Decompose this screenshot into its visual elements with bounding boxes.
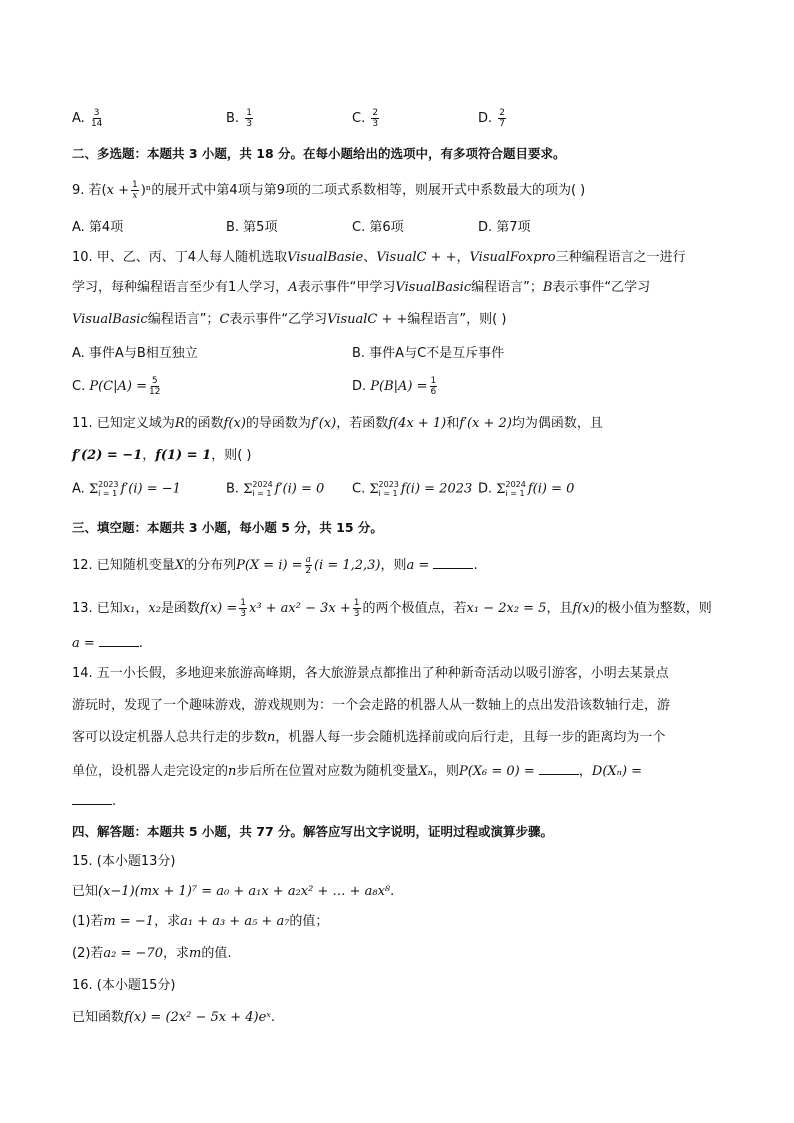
sigma-icon: Σ bbox=[369, 481, 379, 497]
q9-option-c: C. 第6项 bbox=[352, 220, 404, 235]
sigma-icon: Σ bbox=[243, 481, 253, 497]
question-14-line-1: 14. 五一小长假，多地迎来旅游高峰期，各大旅游景点都推出了种种新奇活动以吸引游客，小明去某景点 bbox=[72, 666, 669, 681]
q11-option-b: B. Σ 2024 i = 1 f′(i) = 0 bbox=[226, 480, 325, 498]
question-11-line-1: 11. 已知定义域为R的函数f(x)的导函数为f′(x)，若函数f(4x + 1)和f′(x + 2)均为偶函数，且 bbox=[72, 416, 603, 431]
question-10-line-1: 10. 甲、乙、丙、丁4人每人随机选取VisualBasie、VisualC + +，VisualFoxpro三种编程语言之一进行 bbox=[72, 250, 686, 265]
q10-option-c: C. P(C|A) = $\frac{5}{12}$ bbox=[72, 376, 161, 397]
q10-option-a: A. 事件A与B相互独立 bbox=[72, 346, 198, 361]
q10-option-b: B. 事件A与C不是互斥事件 bbox=[352, 346, 505, 361]
fraction: $\frac{1}{3}$ bbox=[353, 598, 360, 619]
question-14-line-3: 客可以设定机器人总共行走的步数n，机器人每一步会随机选择前或向后行走，且每一步的距离均为一个 bbox=[72, 730, 666, 745]
question-12: 12. 已知随机变量X的分布列P(X = i) = $\frac{a}{2}$ (i = 1,2,3)，则a = . bbox=[72, 555, 478, 576]
q9-option-b: B. 第5项 bbox=[226, 220, 278, 235]
q8-option-a: A. $\frac{3}{14}$ bbox=[72, 108, 103, 129]
fraction: $\frac{3}{14}$ bbox=[90, 108, 103, 129]
question-13-line-2: a = . bbox=[72, 632, 143, 654]
fraction: $\frac{5}{12}$ bbox=[148, 376, 161, 397]
fraction: $\frac{1}{3}$ bbox=[246, 108, 252, 129]
question-11-line-2: f′(2) = −1，f(1) = 1，则( ) bbox=[72, 448, 252, 463]
answer-blank bbox=[433, 554, 473, 569]
question-10-line-2: 学习，每种编程语言至少有1人学习，A表示事件“甲学习VisualBasic编程语言”；B表示事件“乙学习 bbox=[72, 280, 651, 295]
fraction: $\frac{1}{3}$ bbox=[240, 598, 246, 619]
q9-option-a: A. 第4项 bbox=[72, 220, 124, 235]
section-3-heading: 三、填空题：本题共 3 小题，每小题 5 分，共 15 分。 bbox=[72, 520, 383, 535]
q8-option-d: D. $\frac{2}{7}$ bbox=[478, 108, 506, 129]
question-14-line-4: 单位，设机器人走完设定的n步后所在位置对应数为随机变量Xₙ，则P(X₆ = 0) = ，D(Xₙ) = bbox=[72, 760, 642, 782]
question-15-title: 15. (本小题13分) bbox=[72, 854, 176, 869]
question-9: 9. 若(x + $\frac{1}{x}$ )ⁿ的展开式中第4项与第9项的二项式系数相等，则展开式中系数最大的项为( ) bbox=[72, 180, 586, 201]
q10-option-d: D. P(B|A) = $\frac{1}{6}$ bbox=[352, 376, 437, 397]
q9-option-d: D. 第7项 bbox=[478, 220, 531, 235]
answer-blank bbox=[539, 760, 579, 775]
question-15-part-2: (2)若a₂ = −70，求m的值. bbox=[72, 946, 232, 961]
question-14-line-2: 游玩时，发现了一个趣味游戏，游戏规则为：一个会走路的机器人从一数轴上的点出发沿该数轴行走，游 bbox=[72, 698, 671, 713]
q8-option-c: C. $\frac{2}{3}$ bbox=[352, 108, 379, 129]
q11-option-d: D. Σ 2024 i = 1 f(i) = 0 bbox=[478, 480, 575, 498]
question-16-title: 16. (本小题15分) bbox=[72, 978, 176, 993]
fraction: $\frac{a}{2}$ bbox=[305, 555, 312, 576]
fraction: $\frac{2}{3}$ bbox=[372, 108, 379, 129]
question-15-part-1: (1)若m = −1，求a₁ + a₃ + a₅ + a₇的值； bbox=[72, 914, 329, 929]
question-16-line-1: 已知函数f(x) = (2x² − 5x + 4)eˣ. bbox=[72, 1010, 276, 1025]
section-2-heading: 二、多选题：本题共 3 小题，共 18 分。在每小题给出的选项中，有多项符合题目要求。 bbox=[72, 146, 566, 161]
question-10-line-3: VisualBasic编程语言”；C表示事件“乙学习VisualC + +编程语言”，则( ) bbox=[72, 312, 507, 327]
answer-blank bbox=[72, 790, 112, 805]
fraction: $\frac{1}{x}$ bbox=[131, 180, 138, 201]
sigma-icon: Σ bbox=[496, 481, 506, 497]
q11-option-c: C. Σ 2023 i = 1 f(i) = 2023 bbox=[352, 480, 473, 498]
q8-option-b: B. $\frac{1}{3}$ bbox=[226, 108, 252, 129]
fraction: $\frac{1}{6}$ bbox=[430, 376, 437, 397]
question-14-line-5: . bbox=[72, 790, 116, 812]
section-4-heading: 四、解答题：本题共 5 小题，共 77 分。解答应写出文字说明，证明过程或演算步骤。 bbox=[72, 824, 554, 839]
fraction: $\frac{2}{7}$ bbox=[499, 108, 506, 129]
question-13-line-1: 13. 已知x₁，x₂是函数f(x) = $\frac{1}{3}$ x³ + ax² − 3x + $\frac{1}{3}$ 的两个极值点，若x₁ − 2x₂ = 5，且f(x)的极小值为整数，则 bbox=[72, 598, 712, 619]
sigma-icon: Σ bbox=[88, 481, 99, 497]
q11-option-a: A. Σ 2023 i = 1 f′(i) = −1 bbox=[72, 480, 181, 498]
question-15-line-1: 已知(x−1)(mx + 1)⁷ = a₀ + a₁x + a₂x² + … + a₈x⁸. bbox=[72, 884, 395, 899]
answer-blank bbox=[99, 632, 139, 647]
